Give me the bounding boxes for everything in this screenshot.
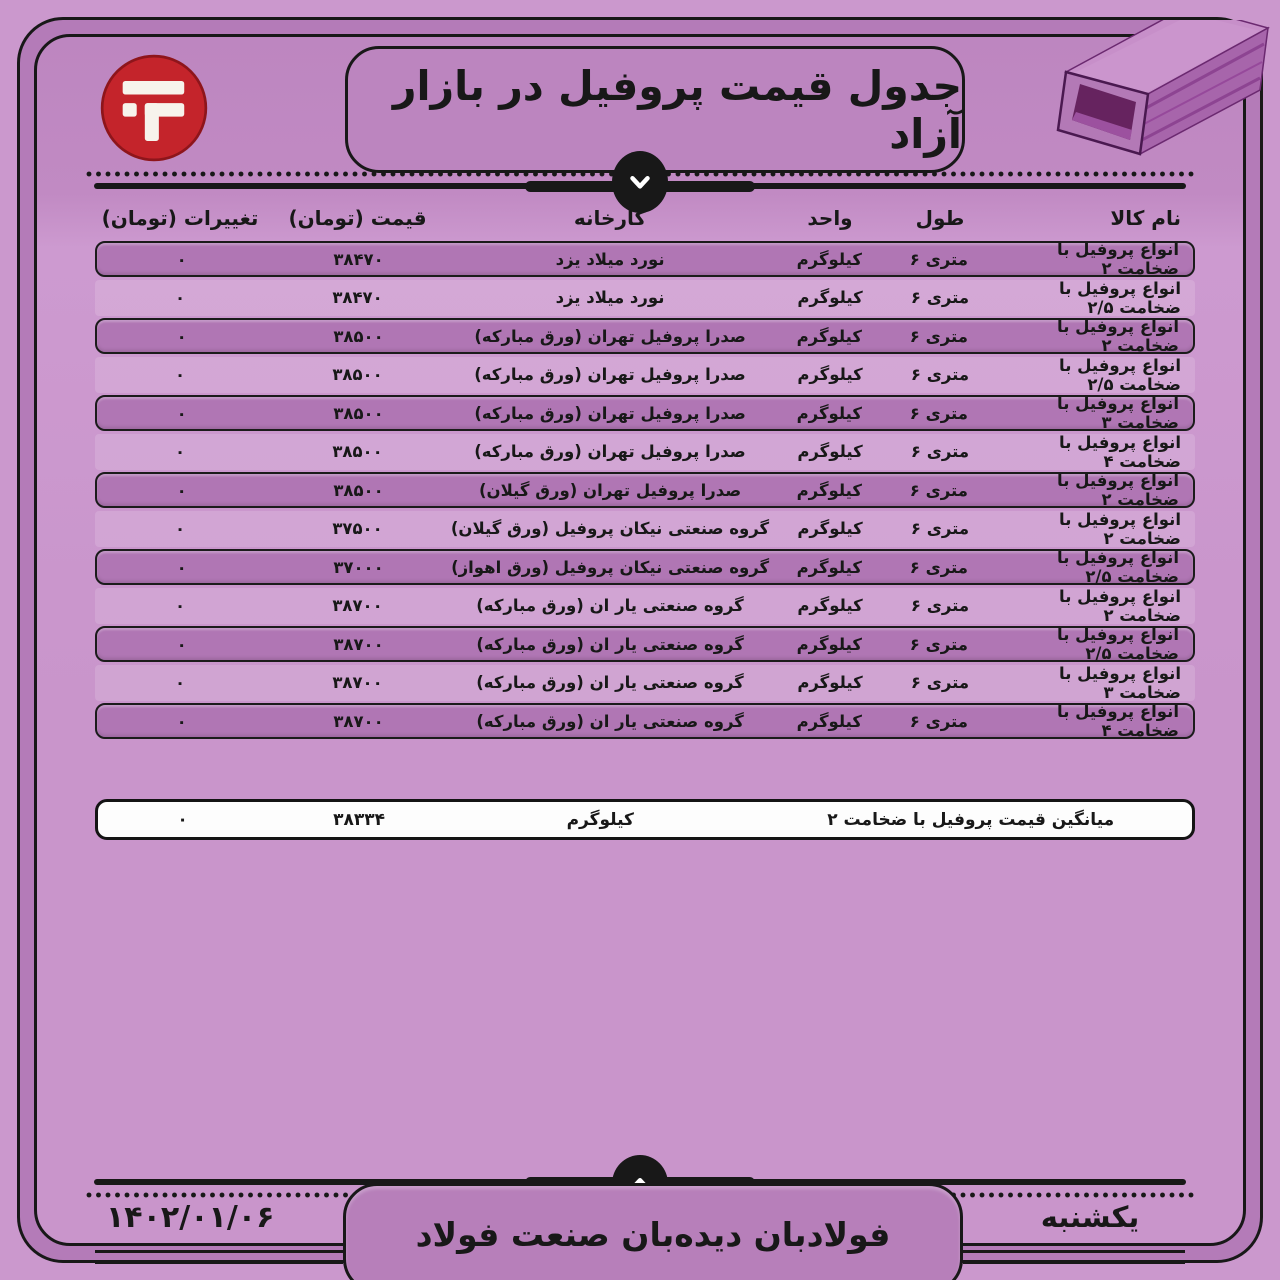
page-title: جدول قیمت پروفیل در بازار آزاد — [392, 61, 962, 158]
row-length: متری ۶ — [910, 442, 970, 461]
table-row — [95, 511, 1195, 547]
row-change: ۰ — [174, 442, 186, 461]
row-price: ۳۸۴۷۰ — [332, 288, 383, 307]
table-row — [95, 626, 1195, 662]
row-unit: کیلوگرم — [796, 480, 862, 500]
row-length: متری ۶ — [909, 634, 968, 654]
row-name: انواع پروفیل با ضخامت ۲ — [1057, 240, 1179, 278]
summary-change: ۰ — [177, 809, 188, 830]
col-header-price: قیمت (تومان) — [288, 206, 427, 230]
row-price: ۳۸۵۰۰ — [332, 365, 383, 384]
row-unit: کیلوگرم — [796, 403, 862, 423]
row-change: ۰ — [176, 634, 187, 654]
row-length: متری ۶ — [910, 596, 970, 615]
row-price: ۳۸۷۰۰ — [333, 634, 384, 654]
row-name: انواع پروفیل با ضخامت ۲ — [1059, 509, 1181, 548]
row-length: متری ۶ — [910, 519, 970, 538]
footer-line-left-top — [95, 1250, 343, 1253]
row-unit: کیلوگرم — [796, 711, 862, 731]
row-unit: کیلوگرم — [797, 288, 863, 307]
chevron-down-icon — [625, 167, 655, 197]
row-factory: صدرا پروفیل تهران (ورق مبارکه) — [474, 365, 746, 384]
row-name: انواع پروفیل با ضخامت ۲ — [1057, 317, 1179, 355]
row-factory: صدرا پروفیل تهران (ورق مبارکه) — [474, 442, 746, 461]
row-factory: گروه صنعتی نیکان پروفیل (ورق گیلان) — [450, 519, 770, 538]
row-length: متری ۶ — [910, 288, 970, 307]
row-price: ۳۷۵۰۰ — [332, 519, 383, 538]
row-factory: گروه صنعتی یار ان (ورق مبارکه) — [476, 673, 744, 692]
brand-banner — [343, 1183, 963, 1280]
table-row — [95, 395, 1195, 431]
row-price: ۳۸۷۰۰ — [332, 673, 383, 692]
row-factory: گروه صنعتی یار ان (ورق مبارکه) — [476, 596, 744, 615]
footer-line-right-top — [963, 1250, 1185, 1253]
row-length: متری ۶ — [909, 480, 968, 500]
weekday-label: یکشنبه — [1040, 1200, 1140, 1234]
row-change: ۰ — [176, 403, 187, 423]
row-factory: نورد میلاد یزد — [555, 249, 665, 269]
steel-tube-image — [1042, 20, 1274, 172]
row-change: ۰ — [176, 326, 187, 346]
row-unit: کیلوگرم — [796, 634, 862, 654]
row-factory: نورد میلاد یزد — [555, 288, 665, 307]
row-name: انواع پروفیل با ضخامت ۲/۵ — [1057, 548, 1179, 586]
row-name: انواع پروفیل با ضخامت ۲ — [1059, 586, 1181, 625]
row-change: ۰ — [174, 519, 186, 538]
row-price: ۳۸۵۰۰ — [333, 403, 384, 423]
table-header — [95, 201, 1195, 235]
row-change: ۰ — [174, 673, 186, 692]
row-change: ۰ — [174, 288, 186, 307]
row-price: ۳۸۷۰۰ — [333, 711, 384, 731]
table-row — [95, 241, 1195, 277]
row-price: ۳۸۷۰۰ — [332, 596, 383, 615]
row-unit: کیلوگرم — [796, 249, 862, 269]
table-row — [95, 357, 1195, 393]
row-change: ۰ — [176, 480, 187, 500]
table-row — [95, 588, 1195, 624]
table-row — [95, 318, 1195, 354]
table-row — [95, 703, 1195, 739]
row-price: ۳۸۵۰۰ — [333, 326, 384, 346]
row-factory: صدرا پروفیل تهران (ورق مبارکه) — [474, 326, 746, 346]
row-change: ۰ — [176, 249, 187, 269]
row-unit: کیلوگرم — [796, 557, 862, 577]
col-header-factory: کارخانه — [573, 206, 647, 230]
summary-price: ۳۸۳۳۴ — [333, 809, 386, 830]
row-name: انواع پروفیل با ضخامت ۲/۵ — [1059, 355, 1181, 394]
table-body — [95, 241, 1195, 742]
row-length: متری ۶ — [910, 365, 970, 384]
brand-name: فولادبان دیده‌بان صنعت فولاد — [415, 1214, 891, 1254]
row-change: ۰ — [174, 596, 186, 615]
row-price: ۳۷۰۰۰ — [333, 557, 384, 577]
col-header-unit: واحد — [807, 206, 853, 230]
row-price: ۳۸۵۰۰ — [332, 442, 383, 461]
row-factory: گروه صنعتی نیکان پروفیل (ورق اهواز) — [451, 557, 770, 577]
col-header-change: تغییرات (تومان) — [101, 206, 259, 230]
fooladban-logo-icon — [100, 54, 208, 162]
col-header-name: نام کالا — [1110, 206, 1181, 230]
row-length: متری ۶ — [909, 249, 968, 269]
row-name: انواع پروفیل با ضخامت ۳ — [1059, 663, 1181, 702]
col-header-length: طول — [915, 206, 965, 230]
row-length: متری ۶ — [909, 326, 968, 346]
title-banner — [345, 46, 965, 173]
row-length: متری ۶ — [909, 403, 968, 423]
row-unit: کیلوگرم — [796, 326, 862, 346]
summary-name: میانگین قیمت پروفیل با ضخامت ۲ — [827, 809, 1115, 830]
row-name: انواع پروفیل با ضخامت ۲ — [1057, 471, 1179, 509]
row-unit: کیلوگرم — [797, 673, 863, 692]
table-row — [95, 665, 1195, 701]
table-row — [95, 280, 1195, 316]
row-name: انواع پروفیل با ضخامت ۲/۵ — [1057, 625, 1179, 663]
row-name: انواع پروفیل با ضخامت ۳ — [1057, 394, 1179, 432]
date-label: ۱۴۰۲/۰۱/۰۶ — [106, 1200, 275, 1235]
row-length: متری ۶ — [909, 711, 968, 731]
footer-line-left-bottom — [95, 1260, 343, 1264]
row-unit: کیلوگرم — [797, 519, 863, 538]
footer-line-right-bottom — [963, 1260, 1185, 1264]
summary-unit: کیلوگرم — [566, 809, 634, 830]
row-price: ۳۸۴۷۰ — [333, 249, 384, 269]
row-price: ۳۸۵۰۰ — [333, 480, 384, 500]
table-row — [95, 472, 1195, 508]
row-name: انواع پروفیل با ضخامت ۴ — [1057, 702, 1179, 740]
summary-row — [95, 799, 1195, 840]
row-name: انواع پروفیل با ضخامت ۲/۵ — [1059, 278, 1181, 317]
row-factory: گروه صنعتی یار ان (ورق مبارکه) — [476, 711, 744, 731]
row-change: ۰ — [174, 365, 186, 384]
row-unit: کیلوگرم — [797, 596, 863, 615]
table-row — [95, 549, 1195, 585]
row-change: ۰ — [176, 557, 187, 577]
row-unit: کیلوگرم — [797, 442, 863, 461]
row-factory: صدرا پروفیل تهران (ورق مبارکه) — [474, 403, 746, 423]
row-unit: کیلوگرم — [797, 365, 863, 384]
row-name: انواع پروفیل با ضخامت ۴ — [1059, 432, 1181, 471]
row-length: متری ۶ — [909, 557, 968, 577]
row-change: ۰ — [176, 711, 187, 731]
row-factory: گروه صنعتی یار ان (ورق مبارکه) — [476, 634, 744, 654]
row-length: متری ۶ — [910, 673, 970, 692]
table-row — [95, 434, 1195, 470]
row-factory: صدرا پروفیل تهران (ورق گیلان) — [478, 480, 742, 500]
